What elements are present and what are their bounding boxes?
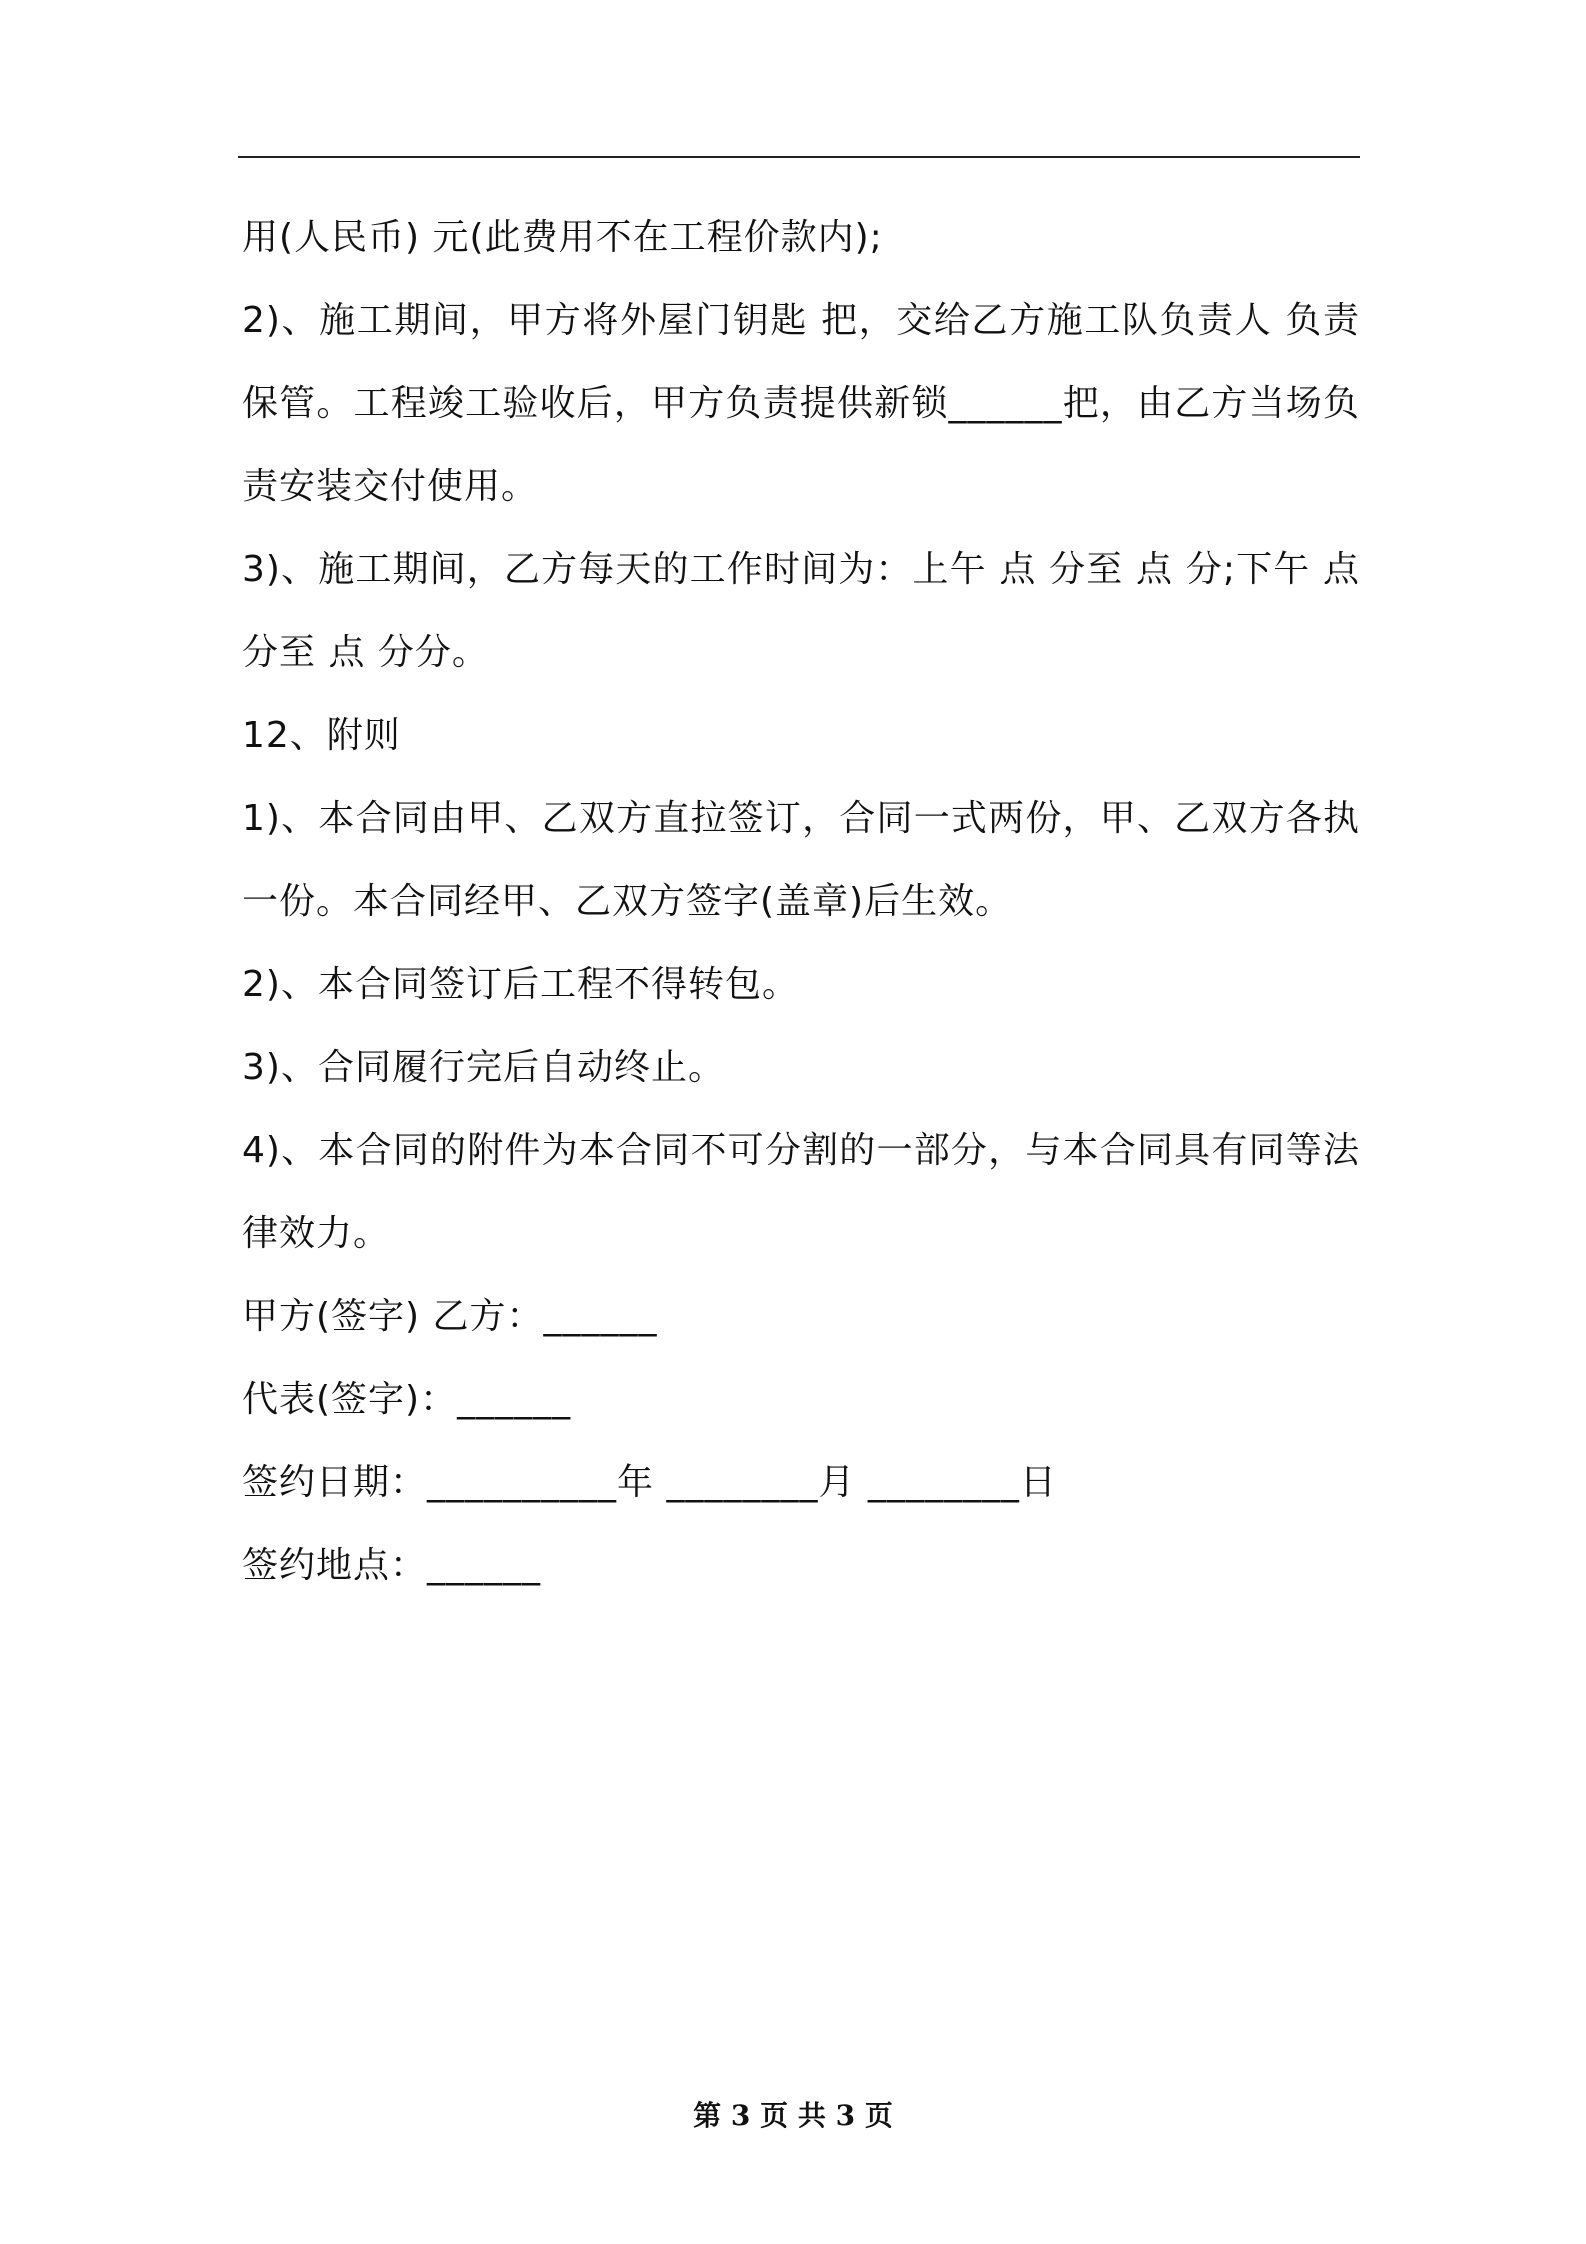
page-footer	[0, 2094, 1586, 2134]
line-install-use: 责安装交付使用。	[242, 466, 539, 507]
line-auto-termination: 3)、合同履行完后自动终止。	[242, 1047, 725, 1088]
document-body	[242, 196, 1360, 1607]
signature-representative: 代表(签字)：______	[242, 1379, 572, 1420]
line-key-handover: 2)、施工期间，甲方将外屋门钥匙 把，交给乙方施工队负责人 负责	[242, 300, 1360, 341]
line-new-lock: 保管。工程竣工验收后，甲方负责提供新锁______把，由乙方当场负	[242, 383, 1360, 424]
line-no-subcontract: 2)、本合同签订后工程不得转包。	[242, 964, 799, 1005]
line-contract-effective: 一份。本合同经甲、乙双方签字(盖章)后生效。	[242, 881, 1013, 922]
line-legal-effect: 律效力。	[242, 1213, 391, 1254]
signature-location: 签约地点：______	[242, 1545, 542, 1586]
signature-date: 签约日期：__________年 ________月 ________日	[242, 1462, 1057, 1503]
line-attachments: 4)、本合同的附件为本合同不可分割的一部分，与本合同具有同等法	[242, 1130, 1360, 1171]
page-number: 第 3 页 共 3 页	[693, 2099, 893, 2132]
header-divider	[238, 156, 1360, 158]
line-work-hours-cont: 分至 点 分分。	[242, 632, 489, 673]
line-fee-note: 用(人民币) 元(此费用不在工程价款内);	[242, 217, 883, 258]
line-work-hours: 3)、施工期间，乙方每天的工作时间为：上午 点 分至 点 分;下午 点	[242, 549, 1360, 590]
signature-party-a-b: 甲方(签字) 乙方：______	[242, 1296, 658, 1337]
line-contract-signing: 1)、本合同由甲、乙双方直拉签订，合同一式两份，甲、乙双方各执	[242, 798, 1360, 839]
section-heading-appendix: 12、附则	[242, 715, 401, 756]
